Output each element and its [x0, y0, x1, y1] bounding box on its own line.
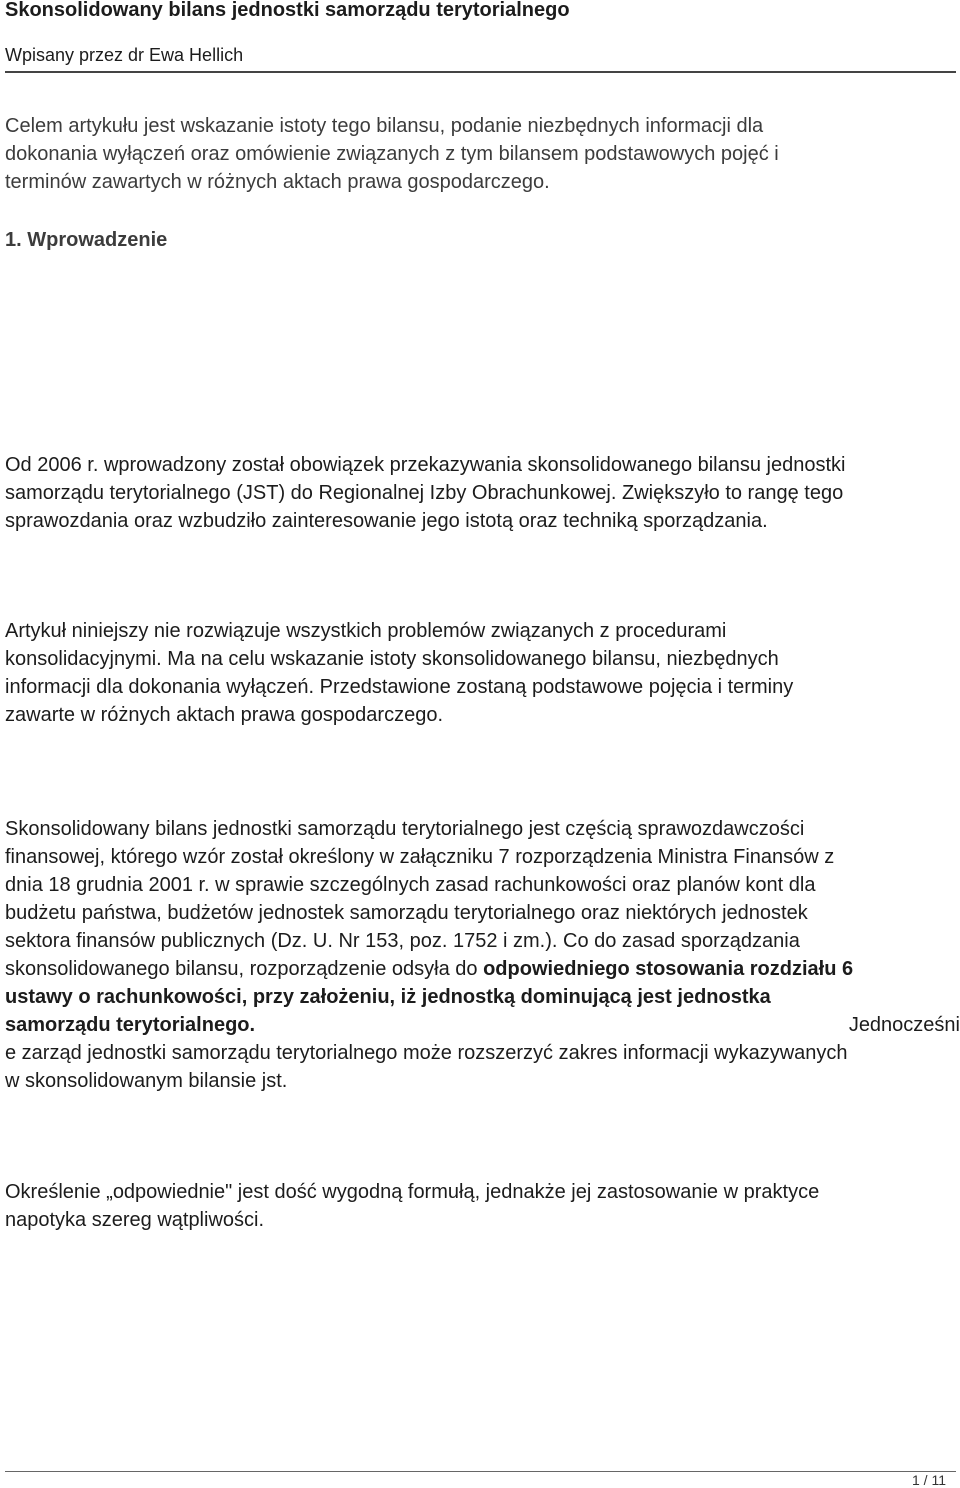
paragraph-1 — [5, 451, 960, 535]
header-divider — [5, 71, 956, 73]
intro-line: terminów zawartych w różnych aktach prawa gospodarczego. — [5, 171, 550, 193]
paragraph-2 — [5, 617, 960, 729]
paragraph-line: Określenie „odpowiednie" jest dość wygodną formułą, jednakże jej zastosowanie w praktyce — [5, 1181, 820, 1203]
bold-text: odpowiedniego stosowania rozdziału 6 — [483, 958, 854, 980]
paragraph-line: e zarząd jednostki samorządu terytorialnego może rozszerzyć zakres informacji wykazywanych — [5, 1042, 848, 1064]
section-heading: 1. Wprowadzenie — [5, 229, 168, 251]
bold-text: samorządu terytorialnego. — [5, 1014, 256, 1036]
intro-line: Celem artykułu jest wskazanie istoty tego bilansu, podanie niezbędnych informacji dla — [5, 115, 764, 137]
paragraph-line: sektora finansów publicznych (Dz. U. Nr 153, poz. 1752 i zm.). Co do zasad sporządzania — [5, 930, 800, 952]
paragraph-3 — [5, 815, 960, 1095]
footer-divider — [5, 1471, 956, 1472]
paragraph-line: napotyka szereg wątpliwości. — [5, 1209, 265, 1231]
paragraph-text: skonsolidowanego bilansu, rozporządzenie odsyła do — [5, 958, 484, 980]
document-author: Wpisany przez dr Ewa Hellich — [5, 45, 244, 65]
paragraph-line — [5, 1011, 960, 1039]
paragraph-line — [5, 955, 960, 983]
paragraph-line: samorządu terytorialnego (JST) do Regionalnej Izby Obrachunkowej. Zwiększyło to rangę tego — [5, 482, 844, 504]
paragraph-line: Od 2006 r. wprowadzony został obowiązek przekazywania skonsolidowanego bilansu jednostki — [5, 454, 846, 476]
paragraph-line: konsolidacyjnymi. Ma na celu wskazanie istoty skonsolidowanego bilansu, niezbędnych — [5, 648, 779, 670]
paragraph-text: Jednocześni — [848, 1014, 960, 1036]
intro-paragraph — [5, 112, 960, 196]
paragraph-4 — [5, 1178, 960, 1234]
paragraph-line: zawarte w różnych aktach prawa gospodarczego. — [5, 704, 444, 726]
paragraph-line: dnia 18 grudnia 2001 r. w sprawie szczególnych zasad rachunkowości oraz planów kont dla — [5, 874, 816, 896]
paragraph-line: Artykuł niniejszy nie rozwiązuje wszystkich problemów związanych z procedurami — [5, 620, 727, 642]
intro-line: dokonania wyłączeń oraz omówienie związanych z tym bilansem podstawowych pojęć i — [5, 143, 779, 165]
paragraph-line: finansowej, którego wzór został określony w załączniku 7 rozporządzenia Ministra Finansów z — [5, 846, 835, 868]
paragraph-line: sprawozdania oraz wzbudziło zainteresowanie jego istotą oraz techniką sporządzania. — [5, 510, 768, 532]
paragraph-line: Skonsolidowany bilans jednostki samorządu terytorialnego jest częścią sprawozdawczości — [5, 818, 805, 840]
paragraph-line: budżetu państwa, budżetów jednostek samorządu terytorialnego oraz niektórych jednostek — [5, 902, 808, 924]
paragraph-line — [5, 983, 960, 1011]
bold-text: ustawy o rachunkowości, przy założeniu, iż jednostką dominującą jest jednostka — [5, 986, 771, 1008]
paragraph-line: w skonsolidowanym bilansie jst. — [5, 1070, 288, 1092]
paragraph-line: informacji dla dokonania wyłączeń. Przedstawione zostaną podstawowe pojęcia i terminy — [5, 676, 794, 698]
document-title: Skonsolidowany bilans jednostki samorządu terytorialnego — [5, 0, 570, 21]
page-number: 1 / 11 — [912, 1472, 946, 1488]
